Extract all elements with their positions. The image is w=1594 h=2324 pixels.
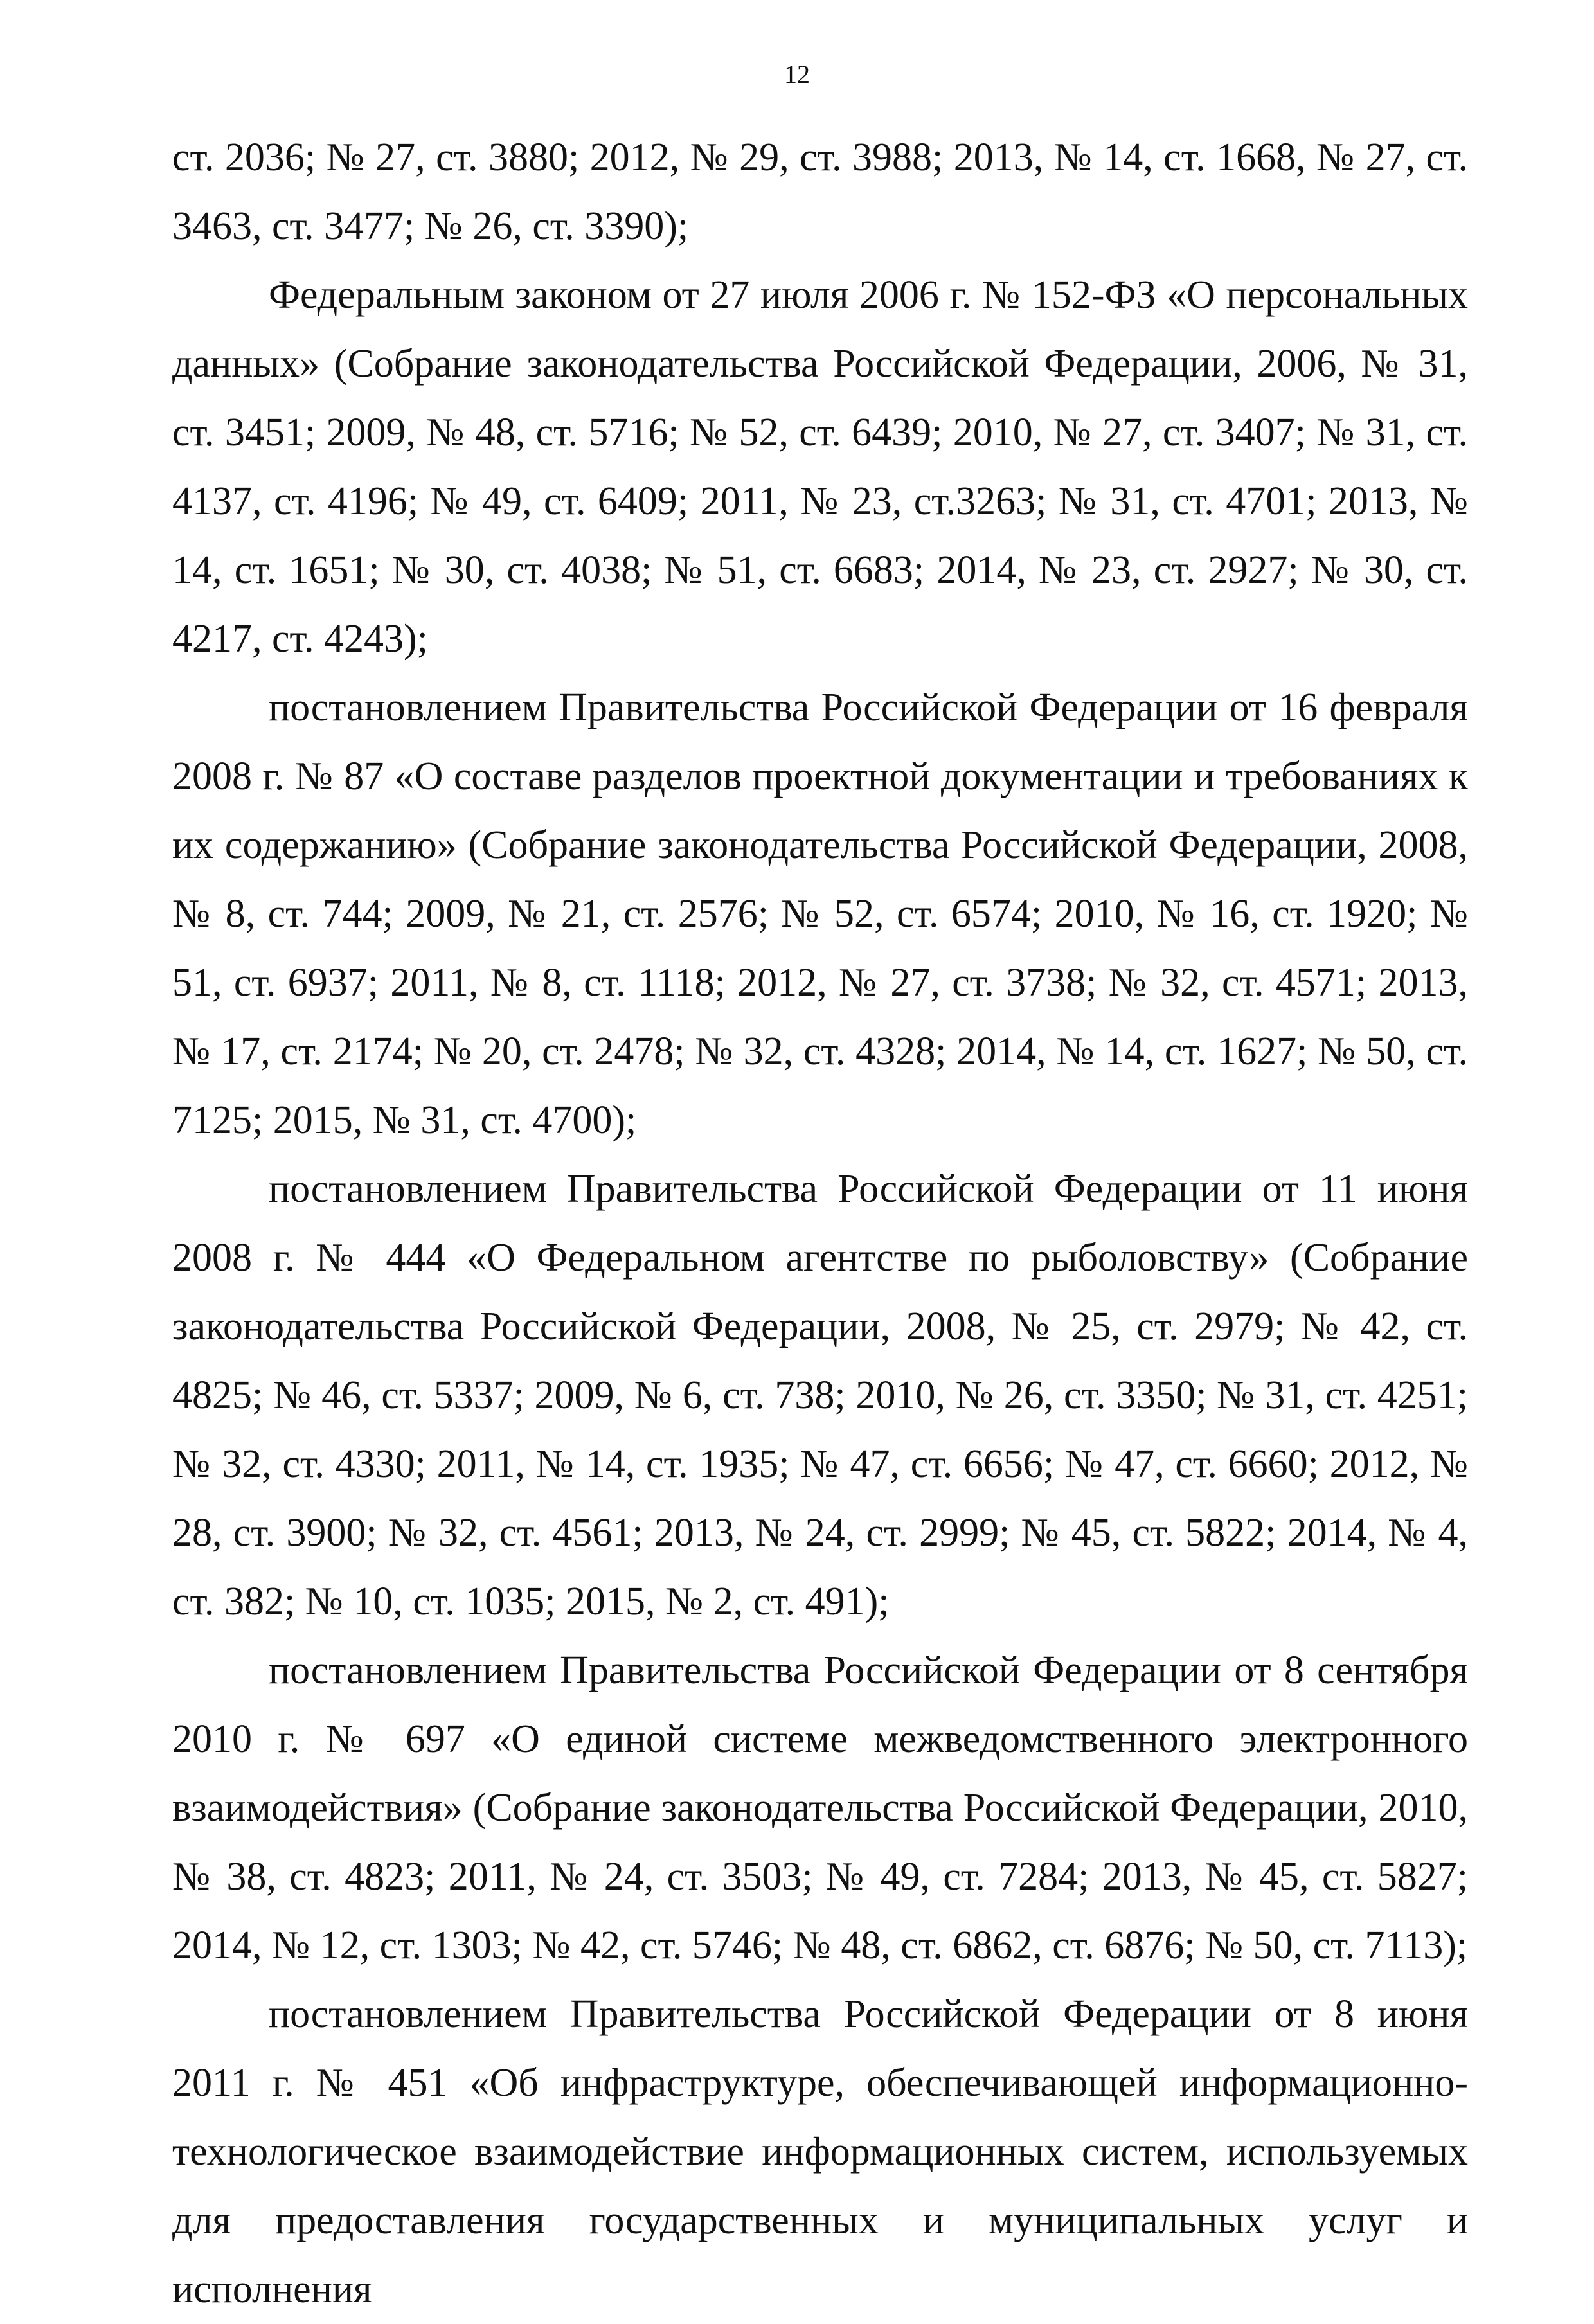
paragraph-continuation: ст. 2036; № 27, ст. 3880; 2012, № 29, ст. 3988; 2013, № 14, ст. 1668, № 27, ст. 3463, ст. 3477; № 26, ст. 3390);: [172, 136, 1468, 248]
page-number: 12: [784, 60, 810, 89]
document-body: [172, 123, 1468, 2324]
paragraph-federal-law-152: Федеральным законом от 27 июля 2006 г. № 152-ФЗ «О персональных данных» (Собрание законодательства Российской Федерации, 2006, № 31, ст. 3451; 2009, № 48, ст. 5716; № 52, ст. 6439; 2010, № 27, ст. 3407; № 31, ст. 4137, ст. 4196; № 49, ст. 6409; 2011, № 23, ст.3263; № 31, ст. 4701; 2013, № 14, ст. 1651; № 30, ст. 4038; № 51, ст. 6683; 2014, № 23, ст. 2927; № 30, ст. 4217, ст. 4243);: [172, 273, 1468, 661]
paragraph-decree-451: постановлением Правительства Российской Федерации от 8 июня 2011 г. № 451 «Об инфраструктуре, обеспечивающей информационно-технологическое взаимодействие информационных систем, используемых для предоставления государственных и муниципальных услуг и исполнения: [172, 1992, 1468, 2311]
paragraph-decree-87: постановлением Правительства Российской Федерации от 16 февраля 2008 г. № 87 «О составе разделов проектной документации и требованиях к их содержанию» (Собрание законодательства Российской Федерации, 2008, № 8, ст. 744; 2009, № 21, ст. 2576; № 52, ст. 6574; 2010, № 16, ст. 1920; № 51, ст. 6937; 2011, № 8, ст. 1118; 2012, № 27, ст. 3738; № 32, ст. 4571; 2013, № 17, ст. 2174; № 20, ст. 2478; № 32, ст. 4328; 2014, № 14, ст. 1627; № 50, ст. 7125; 2015, № 31, ст. 4700);: [172, 686, 1468, 1142]
paragraph-decree-697: постановлением Правительства Российской Федерации от 8 сентября 2010 г. № 697 «О единой системе межведомственного электронного взаимодействия» (Собрание законодательства Российской Федерации, 2010, № 38, ст. 4823; 2011, № 24, ст. 3503; № 49, ст. 7284; 2013, № 45, ст. 5827; 2014, № 12, ст. 1303; № 42, ст. 5746; № 48, ст. 6862, ст. 6876; № 50, ст. 7113);: [172, 1649, 1468, 1967]
paragraph-decree-444: постановлением Правительства Российской Федерации от 11 июня 2008 г. № 444 «О Федеральном агентстве по рыболовству» (Собрание законодательства Российской Федерации, 2008, № 25, ст. 2979; № 42, ст. 4825; № 46, ст. 5337; 2009, № 6, ст. 738; 2010, № 26, ст. 3350; № 31, ст. 4251; № 32, ст. 4330; 2011, № 14, ст. 1935; № 47, ст. 6656; № 47, ст. 6660; 2012, № 28, ст. 3900; № 32, ст. 4561; 2013, № 24, ст. 2999; № 45, ст. 5822; 2014, № 4, ст. 382; № 10, ст. 1035; 2015, № 2, ст. 491);: [172, 1167, 1468, 1623]
